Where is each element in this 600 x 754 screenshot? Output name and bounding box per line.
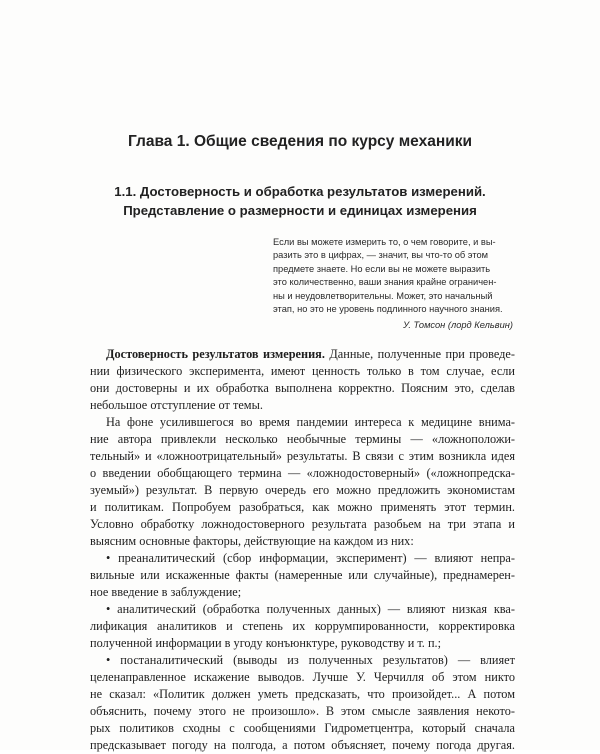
epigraph-line: разить это в цифрах, — значит, вы что-то об этом [273, 250, 489, 261]
body-line-rest: Данные, полученные при проведе- [324, 347, 515, 361]
epigraph-line: Если вы можете измерить то, о чем говорите, и вы- [273, 237, 496, 247]
body-line: вильные или искаженные факты (намеренные или случайные), преднамерен- [90, 568, 515, 582]
body-line: лификация аналитиков и степень их коррумпированности, корректировка [90, 619, 515, 633]
epigraph-line: это количественно, ваши знания крайне ограничен- [273, 277, 497, 288]
list-item-line: • преаналитический (сбор информации, эксперимент) — влияют непра- [106, 551, 515, 565]
body-text [90, 346, 515, 754]
body-line: ние автора привлекли несколько необычные термины — «ложноположи- [90, 432, 515, 446]
section-title-line: 1.1. Достоверность и обработка результатов измерений. [114, 184, 486, 199]
body-line: они достоверны и их обработка выполнена корректно. Поясним это, сделав [90, 381, 515, 395]
body-line [90, 346, 515, 363]
body-line: объяснить, почему этого не произошло». В этом смысле заявления некото- [90, 704, 515, 718]
section-title-line: Представление о размерности и единицах измерения [123, 203, 477, 218]
body-line: полученной информации в угоду конъюнктуре, руководству и т. п.; [90, 636, 442, 650]
chapter-title: Глава 1. Общие сведения по курсу механики [127, 133, 473, 150]
body-line: тельный» и «ложноотрицательный» результаты. В связи с этим возникла идея [90, 449, 515, 463]
paragraph-lead: Достоверность результатов измерения. [106, 347, 325, 361]
body-line: ное введение в заблуждение; [90, 585, 242, 599]
body-line: целенаправленное искажение выводов. Лучше У. Черчилля об этом никто [90, 670, 515, 684]
body-line: о введении обобщающего термина — «ложнодостоверный» («ложнопредска- [90, 466, 515, 480]
body-line: Условно обработку ложнодостоверного результата разобьем на три этапа и [90, 517, 515, 531]
body-line: выясним основные факторы, действующие на каждом из них: [90, 534, 414, 548]
list-item-line: • постаналитический (выводы из полученных результатов) — влияет [106, 653, 515, 667]
list-item-line: • аналитический (обработка полученных данных) — влияют низкая ква- [106, 602, 515, 616]
body-line: предсказывает погоду на полгода, а потом объясняет, почему погода другая. [90, 738, 515, 752]
epigraph [273, 236, 513, 333]
section-title [60, 182, 540, 220]
body-line: На фоне усилившегося во время пандемии интереса к медицине внима- [106, 415, 515, 429]
body-line: не сказал: «Политик должен уметь предсказать, что произойдет... А потом [90, 687, 515, 701]
body-line: рых политиков сходны с сообщениями Гидрометцентра, который сначала [90, 721, 515, 735]
body-line: зуемый») результат. В первую очередь его можно предложить экономистам [90, 483, 515, 497]
epigraph-line: ны и неудовлетворительны. Может, это начальный [273, 290, 493, 301]
epigraph-line: этап, но это не уровень подлинного научного знания. [273, 304, 503, 315]
epigraph-line: предмете знаете. Но если вы не можете выразить [273, 263, 491, 274]
epigraph-author: У. Томсон (лорд Кельвин) [403, 320, 513, 331]
body-line: небольшое отступление от темы. [90, 398, 263, 412]
body-line: и политикам. Попробуем разобраться, как можно применять этот термин. [90, 500, 515, 514]
body-line: нии физического эксперимента, имеют ценность только в том случае, если [90, 364, 515, 378]
